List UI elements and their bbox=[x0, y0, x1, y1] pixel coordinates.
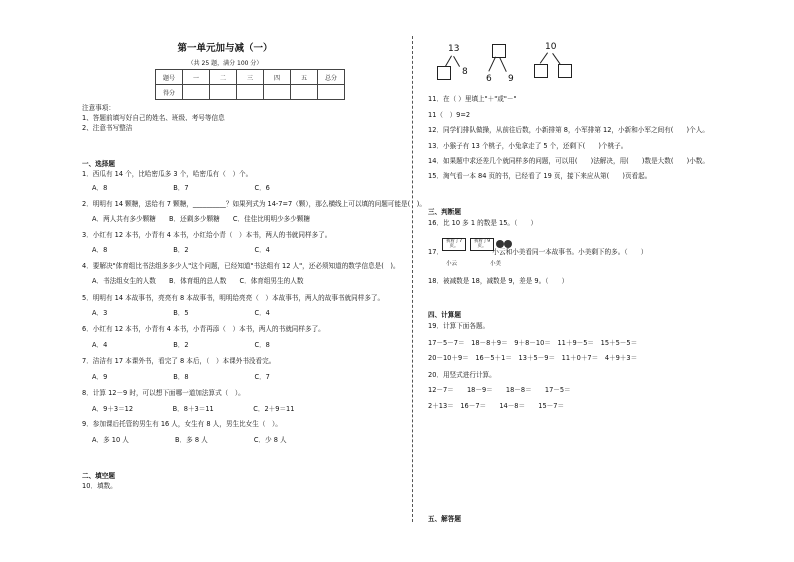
tree-top-number: 10 bbox=[545, 42, 557, 52]
score-input-cell[interactable] bbox=[318, 85, 345, 100]
question-line: 1．西瓜有 14 个，比哈密瓜多 3 个，哈密瓜有（ ）个。 bbox=[82, 170, 253, 178]
score-cell: 总分 bbox=[318, 70, 345, 85]
tree-branch bbox=[499, 57, 507, 72]
girl-head-icon bbox=[496, 240, 504, 248]
tree-top-number: 13 bbox=[448, 44, 460, 54]
section-solve-heading: 五、解答题 bbox=[428, 515, 461, 523]
calc-row: 17－5－7＝ 18－8＋9＝ 9＋8－10＝ 11＋9－5＝ 15＋5－5＝ bbox=[428, 339, 638, 347]
column-divider bbox=[412, 36, 413, 522]
calc-row: 20－10＋9＝ 16－5＋1＝ 13＋5－9＝ 11＋0＋7＝ 4＋9＋3＝ bbox=[428, 354, 638, 362]
tree-leaf-number: 6 bbox=[486, 74, 492, 84]
character-name: 小云 bbox=[446, 261, 458, 267]
question-line: 7．洁洁有 17 本课外书，看完了 8 本后，（ ）本课外书没看完。 bbox=[82, 357, 276, 365]
tree-branch bbox=[445, 56, 452, 67]
speech-bubble: 我看了7页。 bbox=[442, 238, 466, 251]
score-input-cell[interactable] bbox=[291, 85, 318, 100]
question-line: 8．计算 12－9 时，可以想下面哪一道加法算式（ ）。 bbox=[82, 389, 245, 397]
tree-branch bbox=[552, 53, 560, 64]
score-cell: 五 bbox=[291, 70, 318, 85]
question-line: 14．如果题中求还差几个就同样多的问题，可以用( )法解决，用( )数是大数( )小数。 bbox=[428, 157, 709, 165]
answer-box[interactable] bbox=[534, 64, 548, 78]
answer-options: A．8 B．2 C．4 bbox=[92, 246, 270, 254]
question-line: 15．淘气看一本 84 页的书，已经看了 19 页，接下来应从第( )页看起。 bbox=[428, 172, 652, 180]
note-item: 1、答题前填写好自己的姓名、班级、考号等信息 bbox=[82, 114, 225, 122]
score-table-score-row bbox=[156, 85, 345, 100]
score-input-cell[interactable] bbox=[183, 85, 210, 100]
answer-options: A．9＋3＝12 B．8＋3＝11 C．2＋9＝11 bbox=[92, 405, 295, 413]
question-line: 9．参加课后托管的男生有 16 人，女生有 8 人，男生比女生（ ）。 bbox=[82, 420, 282, 428]
question-line: 17． 小云和小美看同一本故事书。小美剩下的多。（ ） bbox=[428, 248, 648, 256]
answer-options: A．8 B．7 C．6 bbox=[92, 184, 270, 192]
section-fill-heading: 二、填空题 bbox=[82, 472, 115, 480]
question-line: 3．小红有 12 本书，小青有 4 本书，小红给小青（ ）本书，两人的书就同样多了。 bbox=[82, 231, 332, 239]
score-input-cell[interactable] bbox=[210, 85, 237, 100]
calc-row: 12－7＝ 18－9＝ 18－8＝ 17－5＝ bbox=[428, 386, 571, 394]
question-line: 10．填数。 bbox=[82, 482, 117, 490]
answer-box[interactable] bbox=[437, 66, 451, 80]
answer-options: A．9 B．8 C．7 bbox=[92, 373, 270, 381]
question-line: 11（ ）9=2 bbox=[428, 111, 471, 119]
tree-branch bbox=[540, 52, 548, 63]
tree-leaf-number: 8 bbox=[462, 67, 468, 77]
score-cell: 二 bbox=[210, 70, 237, 85]
question-line: 13．小猴子有 13 个桃子，小兔拿走了 5 个，还剩下( )个桃子。 bbox=[428, 142, 628, 150]
score-cell: 四 bbox=[264, 70, 291, 85]
calc-row: 2＋13＝ 16－7＝ 14－8＝ 15－7＝ bbox=[428, 402, 565, 410]
girl-head-icon bbox=[504, 240, 512, 248]
section-choice-heading: 一、选择题 bbox=[82, 160, 115, 168]
answer-options: A．多 10 人 B．多 8 人 C．少 8 人 bbox=[92, 436, 287, 444]
score-cell: 题号 bbox=[156, 70, 183, 85]
tree-leaf-number: 9 bbox=[508, 74, 514, 84]
score-cell: 得分 bbox=[156, 85, 183, 100]
score-table bbox=[155, 69, 345, 100]
notes-heading: 注意事项： bbox=[82, 104, 115, 112]
speech-bubble: 我看了9页。 bbox=[470, 238, 494, 251]
answer-box[interactable] bbox=[558, 64, 572, 78]
question-line: 6．小红有 12 本书，小青有 4 本书，小青再添（ ）本书，两人的书就同样多了。 bbox=[82, 325, 325, 333]
answer-options: A．两人共有多少颗糖 B．还剩多少颗糖 C．佳佳比明明少多少颗糖 bbox=[92, 215, 311, 223]
page-title: 第一单元加与减（一） bbox=[177, 43, 273, 54]
question-line: 4．要解决"体育组比书法组多多少人"这个问题，已经知道"书法组有 12 人"，还必须知道的数学信息是( )。 bbox=[82, 262, 400, 270]
score-table-header-row bbox=[156, 70, 345, 85]
character-name: 小美 bbox=[490, 261, 502, 267]
section-judge-heading: 三、判断题 bbox=[428, 208, 461, 216]
score-input-cell[interactable] bbox=[264, 85, 291, 100]
question-line: 12．同学们排队做操，从前往后数，小新排第 8，小军排第 12，小新和小军之间有( )个人。 bbox=[428, 126, 709, 134]
question-line: 20．用竖式进行计算。 bbox=[428, 371, 496, 379]
question-line: 2．明明有 14 颗糖，送给有 7 颗糖，__________？如果列式为 14-7=7（颗），那么横线上可以填的问题可能是( )。 bbox=[82, 200, 426, 208]
question-line: 5．明明有 14 本故事书，亮亮有 8 本故事书，明明给亮亮（ ）本故事书，两人的故事书就同样多了。 bbox=[82, 294, 385, 302]
score-cell: 三 bbox=[237, 70, 264, 85]
question-line: 19．计算下面各题。 bbox=[428, 322, 490, 330]
section-calc-heading: 四、计算题 bbox=[428, 311, 461, 319]
answer-options: A．4 B．2 C．8 bbox=[92, 341, 270, 349]
question-line: 16．比 10 多 1 的数是 15。（ ） bbox=[428, 219, 538, 227]
tree-branch bbox=[488, 57, 496, 72]
question-line: 11．在（ ）里填上"＋"或"－" bbox=[428, 95, 517, 103]
score-input-cell[interactable] bbox=[237, 85, 264, 100]
question-line: 18．被减数是 18，减数是 9，差是 9。（ ） bbox=[428, 277, 569, 285]
score-cell: 一 bbox=[183, 70, 210, 85]
answer-options: A．3 B．5 C．4 bbox=[92, 309, 270, 317]
tree-branch bbox=[453, 56, 460, 67]
answer-options: A．书法组女生的人数 B．体育组的总人数 C．体育组男生的人数 bbox=[92, 277, 304, 285]
page-subtitle: （共 25 题，满分 100 分） bbox=[187, 60, 263, 67]
note-item: 2、注意书写整洁 bbox=[82, 124, 133, 132]
